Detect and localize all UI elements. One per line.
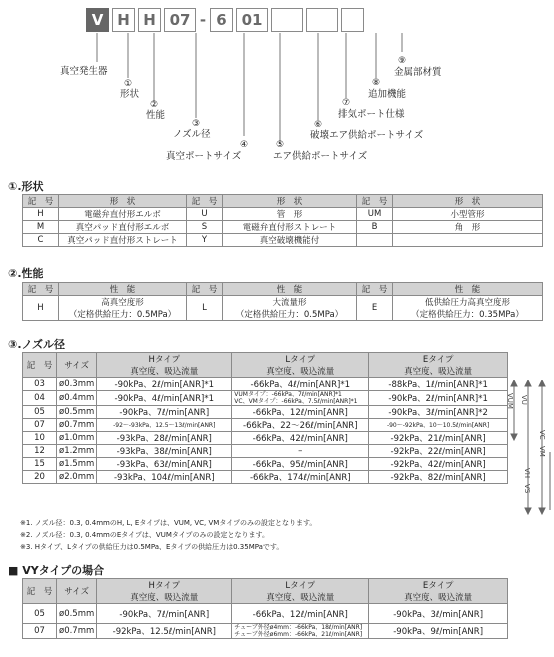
header-sub: 真空度、吸込流量 [404, 593, 473, 603]
cell: U [187, 208, 223, 221]
header-cell: 記 号 [23, 353, 57, 378]
cell: -66kPa、4ℓ/min[ANR]*1 [232, 378, 369, 391]
cell: ø0.5mm [57, 406, 97, 419]
vy-table [22, 578, 508, 639]
table-row [23, 432, 508, 445]
note-2: ※2. ノズル径：0.3, 0.4mmのEタイプは、VUMタイプのみの設定となります。 [20, 531, 269, 539]
cell: -88kPa、1ℓ/min[ANR]*1 [369, 378, 508, 391]
header-type: Lタイプ [285, 355, 316, 365]
perf-pressure: （定格供給圧力：0.5MPa） [235, 310, 344, 320]
cell: C [23, 234, 59, 247]
cell: 角 形 [393, 221, 543, 234]
header-cell [232, 579, 369, 604]
code-box-3: 07 [164, 8, 196, 32]
header-sub: 真空度、吸込流量 [404, 367, 473, 377]
header-cell: 性 能 [393, 283, 543, 296]
header-cell: 形 状 [223, 195, 357, 208]
cell: -90kPa、3ℓ/min[ANR] [369, 604, 508, 624]
cell: 07 [23, 419, 57, 432]
code-label-0: 真空発生器 [60, 66, 108, 77]
code-label-4: 真空ポートサイズ [166, 151, 242, 162]
table-row [23, 391, 508, 406]
table-row [23, 406, 508, 419]
section-title-nozzle: ③.ノズル径 [8, 338, 66, 351]
cell: E [357, 296, 393, 321]
code-num-2: ② [150, 100, 159, 110]
table-row [23, 208, 543, 221]
note-3: ※3. Hタイプ、Lタイプの供給圧力は0.5MPa、Eタイプの供給圧力は0.35MPaです。 [20, 543, 284, 551]
table-row [23, 378, 508, 391]
shape-table [22, 194, 543, 247]
header-cell [369, 353, 508, 378]
cell-line: VUMタイプ：-66kPa、7ℓ/min[ANR]*1 [234, 391, 342, 398]
perf-pressure: （定格供給圧力：0.35MPa） [411, 310, 524, 320]
header-type: Hタイプ [148, 355, 181, 365]
cell: ø0.5mm [57, 604, 97, 624]
cell: 小型管形 [393, 208, 543, 221]
performance-table [22, 282, 543, 321]
code-label-8: 追加機能 [368, 89, 407, 100]
cell: 電磁弁直付形ストレート [223, 221, 357, 234]
header-cell: 記 号 [23, 283, 59, 296]
header-cell: 記 号 [23, 195, 59, 208]
table-row [23, 419, 508, 432]
cell: ø0.3mm [57, 378, 97, 391]
applicability-brackets [508, 380, 554, 516]
cell: ø0.4mm [57, 391, 97, 406]
cell: ø0.7mm [57, 419, 97, 432]
cell: -92kPa、21ℓ/min[ANR] [369, 432, 508, 445]
cell: 電磁弁直付形エルボ [59, 208, 187, 221]
cell [393, 234, 543, 247]
table-row [23, 471, 508, 484]
table-row [23, 624, 508, 639]
cell: H [23, 208, 59, 221]
cell: 管 形 [223, 208, 357, 221]
cell: -93kPa、104ℓ/min[ANR] [97, 471, 232, 484]
table-row [23, 445, 508, 458]
code-num-1: ① [124, 79, 133, 89]
header-sub: 真空度、吸込流量 [266, 593, 335, 603]
cell [393, 296, 543, 321]
cell-line: チューブ外径ø6mm：-66kPa、21ℓ/min[ANR] [234, 631, 363, 638]
header-cell: 形 状 [393, 195, 543, 208]
cell: -92～-93kPa、12.5～13ℓ/min[ANR] [97, 419, 232, 432]
cell-line: チューブ外径ø4mm：-66kPa、18ℓ/min[ANR] [234, 624, 363, 631]
header-type: Lタイプ [285, 581, 316, 591]
cell: ø0.7mm [57, 624, 97, 639]
cell: ø1.2mm [57, 445, 97, 458]
code-label-7: 排気ポート仕様 [338, 109, 405, 120]
cell: 03 [23, 378, 57, 391]
cell [59, 296, 187, 321]
nozzle-table [22, 352, 508, 484]
code-box-4: 6 [210, 8, 233, 32]
table-row [23, 458, 508, 471]
cell: -90kPa、2ℓ/min[ANR]*1 [369, 391, 508, 406]
code-box-series: V [86, 8, 109, 32]
cell: 12 [23, 445, 57, 458]
cell: -66kPa、22～26ℓ/min[ANR] [232, 419, 369, 432]
code-label-1: 形状 [120, 89, 140, 100]
cell: -93kPa、38ℓ/min[ANR] [97, 445, 232, 458]
table-header [23, 195, 543, 208]
code-label-6: 破壊エア供給ポートサイズ [310, 130, 424, 141]
table-header [23, 579, 508, 604]
header-type: Eタイプ [422, 581, 454, 591]
cell: -92kPa、82ℓ/min[ANR] [369, 471, 508, 484]
side-label-vs: VS [523, 484, 531, 494]
cell: S [187, 221, 223, 234]
cell: -90kPa、9ℓ/min[ANR] [369, 624, 508, 639]
perf-name: 低供給圧力高真空度形 [424, 298, 510, 308]
cell: ø1.0mm [57, 432, 97, 445]
header-cell: サイズ [57, 353, 97, 378]
table-header [23, 283, 543, 296]
code-num-9: ⑨ [398, 56, 407, 66]
cell [232, 391, 369, 406]
cell: -90kPa、2ℓ/min[ANR]*1 [97, 378, 232, 391]
header-cell: 記 号 [23, 579, 57, 604]
cell: -92kPa、22ℓ/min[ANR] [369, 445, 508, 458]
header-cell [97, 579, 232, 604]
cell: -93kPa、28ℓ/min[ANR] [97, 432, 232, 445]
perf-pressure: （定格供給圧力：0.5MPa） [68, 310, 177, 320]
header-cell: サイズ [57, 579, 97, 604]
table-header [23, 353, 508, 378]
header-cell [369, 579, 508, 604]
side-label-vum: VUM [506, 393, 514, 409]
code-num-7: ⑦ [342, 98, 351, 108]
header-sub: 真空度、吸込流量 [266, 367, 335, 377]
cell: ø2.0mm [57, 471, 97, 484]
cell: 真空破壊機能付 [223, 234, 357, 247]
cell [357, 234, 393, 247]
side-label-vm: VM [538, 446, 546, 457]
cell: ø1.5mm [57, 458, 97, 471]
cell: -90kPa、7ℓ/min[ANR] [97, 406, 232, 419]
header-cell [97, 353, 232, 378]
header-cell: 性 能 [59, 283, 187, 296]
code-num-4: ④ [240, 140, 249, 150]
code-label-2: 性能 [146, 110, 166, 121]
cell: 真空パッド直付形エルボ [59, 221, 187, 234]
cell [223, 296, 357, 321]
cell: 20 [23, 471, 57, 484]
header-cell: 記 号 [187, 195, 223, 208]
perf-name: 高真空度形 [101, 298, 144, 308]
cell [232, 624, 369, 639]
cell: -92kPa、12.5ℓ/min[ANR] [97, 624, 232, 639]
header-cell: 形 状 [59, 195, 187, 208]
section-title-vy: ■ VYタイプの場合 [8, 564, 105, 577]
cell: L [187, 296, 223, 321]
code-box-2: H [138, 8, 161, 32]
code-num-6: ⑥ [314, 120, 323, 130]
header-cell: 記 号 [357, 283, 393, 296]
cell: -66kPa、12ℓ/min[ANR] [232, 604, 369, 624]
note-1: ※1. ノズル径：0.3, 0.4mmのH, L, Eタイプは、VUM, VC, VMタイプのみの設定となります。 [20, 519, 317, 527]
cell: B [357, 221, 393, 234]
table-row [23, 234, 543, 247]
cell: -66kPa、174ℓ/min[ANR] [232, 471, 369, 484]
cell: -90kPa、7ℓ/min[ANR] [97, 604, 232, 624]
cell: 07 [23, 624, 57, 639]
header-sub: 真空度、吸込流量 [130, 367, 199, 377]
cell: 真空パッド直付形ストレート [59, 234, 187, 247]
code-num-3: ③ [192, 119, 201, 129]
header-cell: 記 号 [357, 195, 393, 208]
code-label-9: 金属部材質 [394, 67, 442, 78]
header-sub: 真空度、吸込流量 [130, 593, 199, 603]
header-cell [232, 353, 369, 378]
cell: -90kPa、4ℓ/min[ANR]*1 [97, 391, 232, 406]
header-type: Hタイプ [148, 581, 181, 591]
header-cell: 記 号 [187, 283, 223, 296]
cell: 10 [23, 432, 57, 445]
cell: – [232, 445, 369, 458]
cell: Y [187, 234, 223, 247]
cell: -90～-92kPa、10～10.5ℓ/min[ANR] [369, 419, 508, 432]
cell: UM [357, 208, 393, 221]
section-title-performance: ②.性能 [8, 267, 44, 280]
cell: -90kPa、3ℓ/min[ANR]*2 [369, 406, 508, 419]
cell: -93kPa、63ℓ/min[ANR] [97, 458, 232, 471]
cell: 15 [23, 458, 57, 471]
cell: -66kPa、95ℓ/min[ANR] [232, 458, 369, 471]
table-row [23, 221, 543, 234]
cell: 04 [23, 391, 57, 406]
cell: M [23, 221, 59, 234]
section-title-shape: ①.形状 [8, 180, 44, 193]
table-row [23, 604, 508, 624]
cell: H [23, 296, 59, 321]
cell: -66kPa、12ℓ/min[ANR] [232, 406, 369, 419]
code-num-8: ⑧ [372, 78, 381, 88]
cell: -66kPa、42ℓ/min[ANR] [232, 432, 369, 445]
header-type: Eタイプ [422, 355, 454, 365]
code-num-5: ⑤ [276, 140, 285, 150]
code-label-3: ノズル径 [173, 129, 211, 140]
code-dash: - [199, 11, 207, 29]
code-box-5: 01 [236, 8, 268, 32]
side-label-vh: VH [523, 468, 531, 479]
cell: 05 [23, 604, 57, 624]
side-label-vu: VU [520, 395, 528, 405]
perf-name: 大流量形 [272, 298, 307, 308]
code-box-1: H [112, 8, 135, 32]
header-cell: 性 能 [223, 283, 357, 296]
cell-line: VC、VMタイプ：-66kPa、7.5ℓ/min[ANR]*1 [234, 398, 358, 405]
code-label-5: エア供給ポートサイズ [273, 151, 368, 162]
cell: 05 [23, 406, 57, 419]
side-label-vc: VC [538, 430, 546, 440]
cell: -92kPa、42ℓ/min[ANR] [369, 458, 508, 471]
table-row [23, 296, 543, 321]
